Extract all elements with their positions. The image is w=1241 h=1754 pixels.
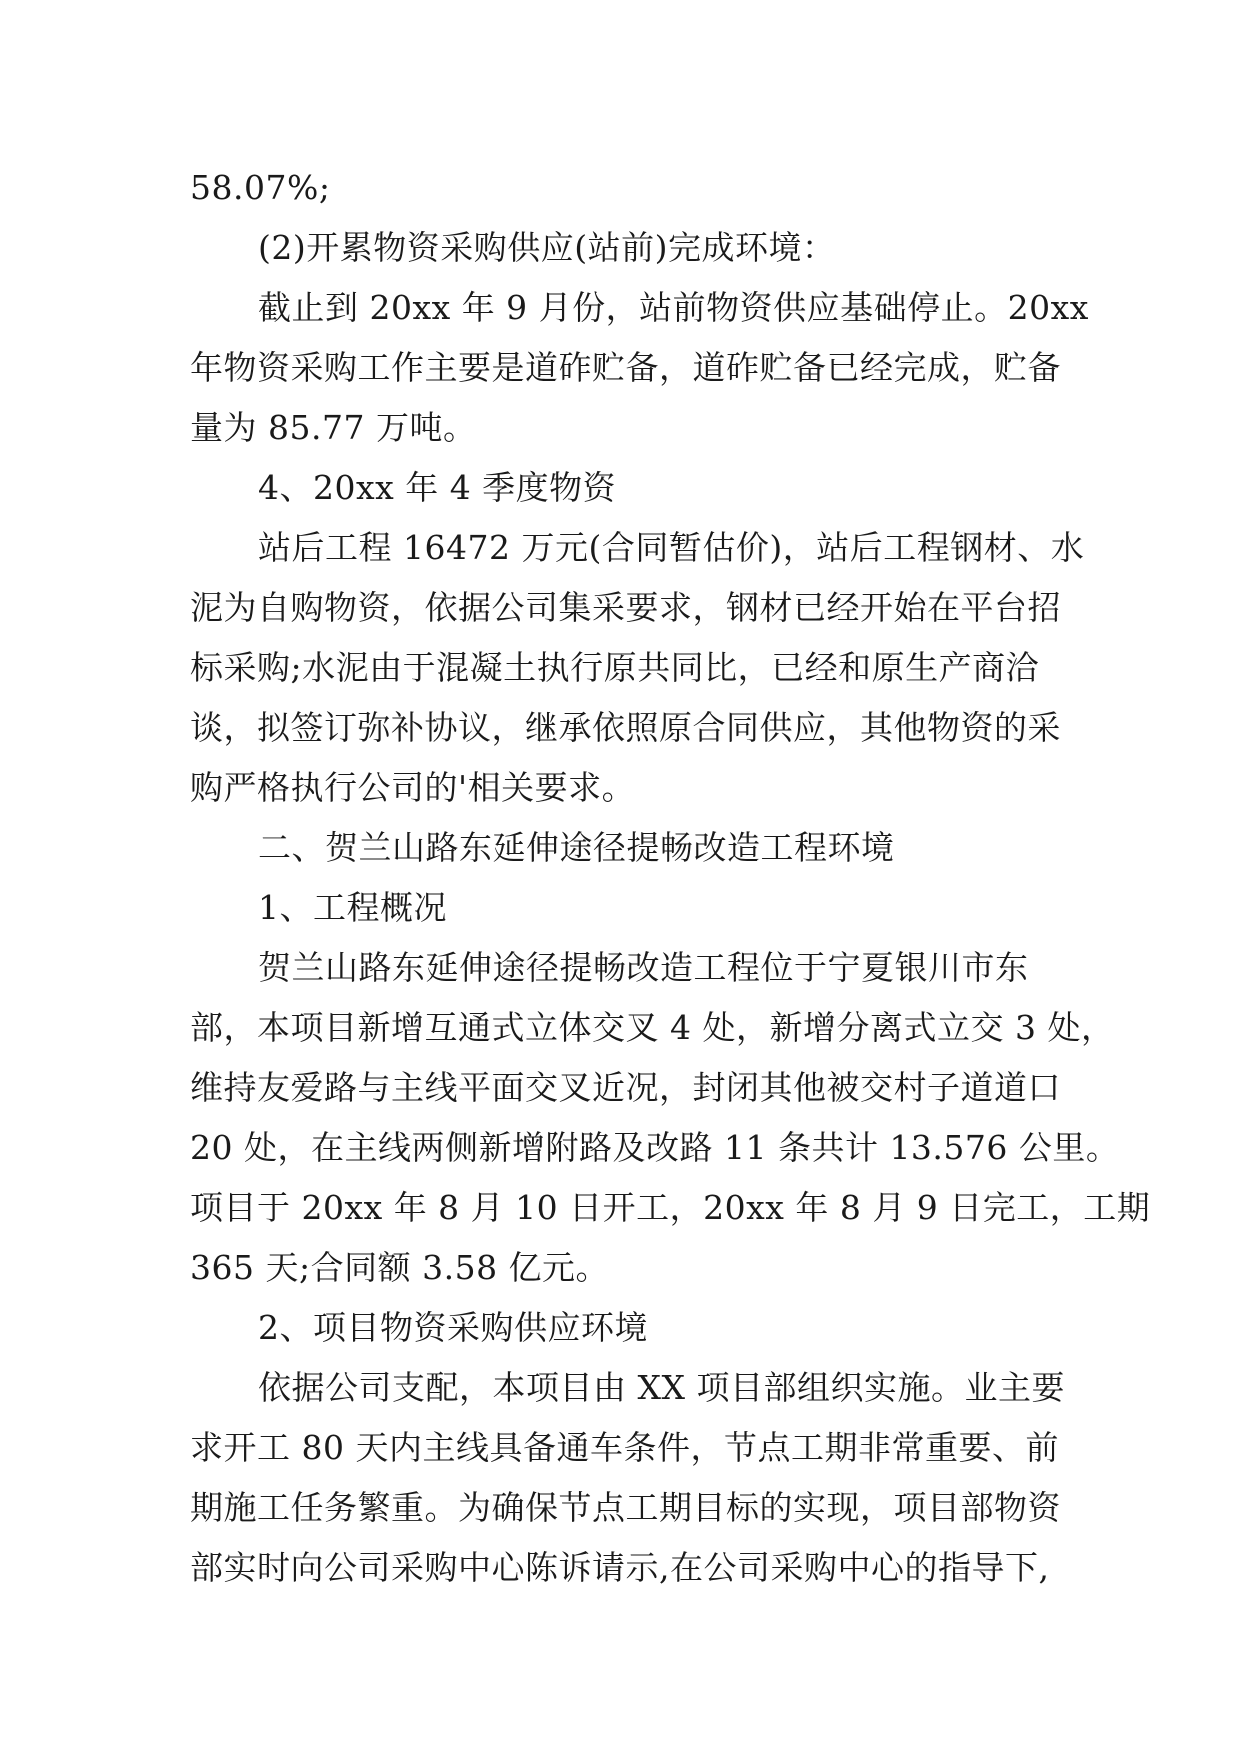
text-line: 部，本项目新增互通式立体交叉 4 处，新增分离式立交 3 处， [190, 1008, 1115, 1047]
text-line: 求开工 80 天内主线具备通车条件，节点工期非常重要、前 [190, 1428, 1059, 1467]
text-line: 部实时向公司采购中心陈诉请示,在公司采购中心的指导下, [190, 1548, 1050, 1587]
text-line: 365 天;合同额 3.58 亿元。 [190, 1248, 610, 1287]
text-line: (2)开累物资采购供应(站前)完成环境： [258, 228, 836, 267]
text-line: 项目于 20xx 年 8 月 10 日开工，20xx 年 8 月 9 日完工，工期 [190, 1188, 1151, 1227]
text-line: 年物资采购工作主要是道砟贮备，道砟贮备已经完成，贮备 [190, 348, 1061, 387]
section-heading: 二、贺兰山路东延伸途径提畅改造工程环境 [258, 828, 895, 867]
text-line: 4、20xx 年 4 季度物资 [258, 468, 617, 507]
text-line: 截止到 20xx 年 9 月份，站前物资供应基础停止。20xx [258, 288, 1089, 327]
text-line: 期施工任务繁重。为确保节点工期目标的实现，项目部物资 [190, 1488, 1061, 1527]
text-line: 维持友爱路与主线平面交叉近况，封闭其他被交村子道道口 [190, 1068, 1061, 1107]
subsection-heading: 2、项目物资采购供应环境 [258, 1308, 648, 1347]
text-line: 泥为自购物资，依据公司集采要求，钢材已经开始在平台招 [190, 588, 1061, 627]
text-line: 58.07%; [190, 168, 331, 207]
text-line: 依据公司支配，本项目由 XX 项目部组织实施。业主要 [258, 1368, 1065, 1407]
text-line: 20 处，在主线两侧新增附路及改路 11 条共计 13.576 公里。 [190, 1128, 1120, 1167]
text-line: 购严格执行公司的'相关要求。 [190, 768, 636, 807]
text-line: 量为 85.77 万吨。 [190, 408, 477, 447]
text-line: 标采购;水泥由于混凝土执行原共同比，已经和原生产商洽 [190, 648, 1040, 687]
text-line: 贺兰山路东延伸途径提畅改造工程位于宁夏银川市东 [258, 948, 1029, 987]
text-line: 谈，拟签订弥补协议，继承依照原合同供应，其他物资的采 [190, 708, 1061, 747]
subsection-heading: 1、工程概况 [258, 888, 447, 927]
text-line: 站后工程 16472 万元(合同暂估价)，站后工程钢材、水 [258, 528, 1085, 567]
